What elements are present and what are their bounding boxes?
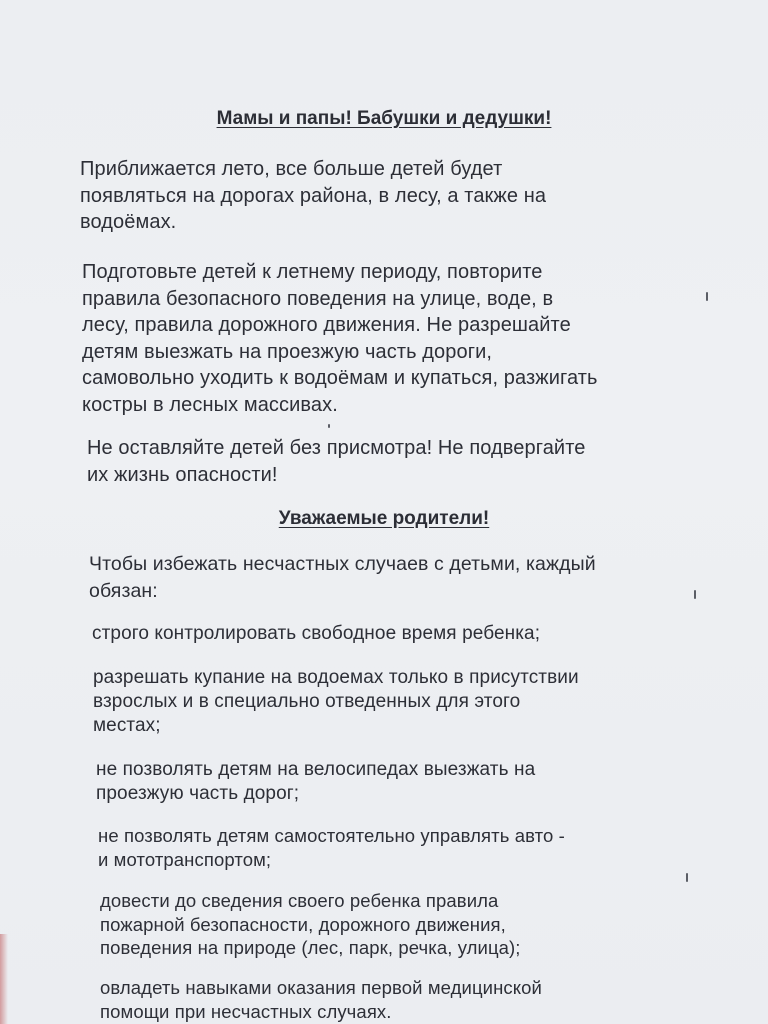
duty-item: не позволять детям самостоятельно управлять авто - и мототранспортом; xyxy=(98,825,565,870)
pinhole-mark xyxy=(686,873,688,882)
duty-item: не позволять детям на велосипедах выезжать на проезжую часть дорог; xyxy=(96,759,536,804)
heading-dear-parents: Уважаемые родители! xyxy=(278,508,490,529)
duty-item: овладеть навыками оказания первой медицинской помощи при несчастных случаях. xyxy=(100,977,542,1022)
ink-dot xyxy=(328,424,330,428)
duty-item: разрешать купание на водоемах только в присутствии взрослых и в специально отведенных для этого местах; xyxy=(93,667,579,736)
paragraph-summer-approaching: Приближается лето, все больше детей будет появляться на дорогах района, в лесу, а также на водоёмах. xyxy=(80,158,547,233)
pinhole-mark xyxy=(694,590,696,599)
pinhole-mark xyxy=(706,292,708,301)
paragraph-intro-obligations: Чтобы избежать несчастных случаев с детьми, каждый обязан: xyxy=(89,553,596,602)
duty-item: довести до сведения своего ребенка правила пожарной безопасности, дорожного движения, поведения на природе (лес, парк, речка, улица); xyxy=(100,890,521,958)
heading-parents-grandparents: Мамы и папы! Бабушки и дедушки! xyxy=(216,108,552,129)
paragraph-prepare-children: Подготовьте детей к летнему периоду, повторите правила безопасного поведения на улице, воде, в лесу, правила дорожного движения. Не разрешайте детям выезжать на проезжую часть дороги, самовольно уходить к водоёмам и купаться, разжигать костры в лесных массивах. xyxy=(82,261,598,416)
paragraph-do-not-leave-unattended: Не оставляйте детей без присмотра! Не подвергайте их жизнь опасности! xyxy=(87,437,586,486)
paper-edge-shadow xyxy=(0,934,8,1024)
duty-item: строго контролировать свободное время ребенка; xyxy=(92,623,541,644)
